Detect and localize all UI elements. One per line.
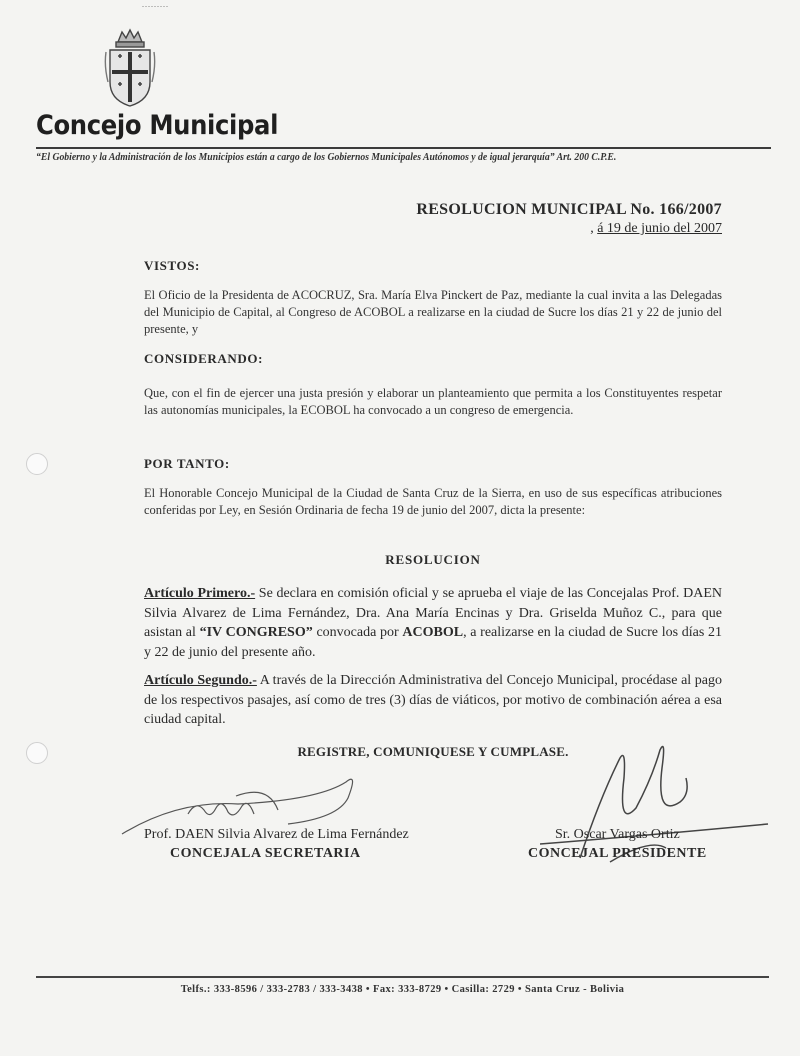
vistos-heading: VISTOS:	[144, 258, 200, 273]
resolucion-heading: RESOLUCION	[385, 552, 481, 567]
resolution-number: RESOLUCION MUNICIPAL No. 166/2007	[416, 201, 722, 218]
left-signatory-title: CONCEJALA SECRETARIA	[170, 846, 361, 861]
articulo-primero-text-1: Se declara en comisión oficial y se aprueba el viaje de las Concejalas Prof. DAEN Silvia Alvarez de Lima Fernández, Dra. Ana María Encinas y Dra. Griselda Muñoz C., para que asistan al	[144, 586, 723, 640]
congreso-name: “IV CONGRESO”	[199, 625, 313, 640]
closing-statement: REGISTRE, COMUNIQUESE Y CUMPLASE.	[297, 744, 569, 759]
footer-divider	[36, 976, 769, 978]
considerando-text: Que, con el fin de ejercer una justa presión y elaborar un planteamiento que permita a los Constituyentes respetar las autonomías municipales, la ECOBOL ha convocado a un congreso de emergencia.	[144, 386, 722, 417]
articulo-primero-text-2: convocada por	[312, 625, 403, 640]
organization-name: Concejo Municipal	[36, 110, 279, 141]
motto: “El Gobierno y la Administración de los Municipios están a cargo de los Gobiernos Municipales Autónomos y de igual jerarquía” Art. 200 C.P.E.	[36, 152, 617, 163]
articulo-segundo-label: Artículo Segundo.-	[144, 673, 257, 688]
portanto-text: El Honorable Concejo Municipal de la Ciudad de Santa Cruz de la Sierra, en uso de sus específicas atribuciones conferidas por Ley, en Sesión Ordinaria de fecha 19 de junio del 2007, dicta la presente:	[144, 486, 722, 517]
portanto-heading: POR TANTO:	[144, 456, 230, 471]
top-speck: .........	[142, 0, 169, 9]
footer-contact: Telfs.: 333-8596 / 333-2783 / 333-3438 • Fax: 333-8729 • Casilla: 2729 • Santa Cruz - Bolivia	[180, 984, 625, 995]
vistos-text: El Oficio de la Presidenta de ACOCRUZ, Sra. María Elva Pinckert de Paz, mediante la cual invita a las Delegadas del Municipio de Capital, al Congreso de ACOBOL a realizarse en la ciudad de Sucre los días 21 y 22 de junio del presente, y	[144, 288, 722, 336]
punch-hole-top	[26, 453, 48, 475]
date-text: á 19 de junio del 2007	[597, 221, 722, 236]
right-signatory-title: CONCEJAL PRESIDENTE	[528, 846, 707, 861]
right-signatory-name: Sr. Oscar Vargas Ortiz	[555, 827, 680, 842]
articulo-segundo-text: A través de la Dirección Administrativa del Concejo Municipal, procédase al pago de los respectivos pasajes, así como de tres (3) días de viáticos, por motivo de combinación aérea a esa ciudad capital.	[144, 673, 722, 727]
left-signatory-name: Prof. DAEN Silvia Alvarez de Lima Fernández	[144, 827, 409, 842]
date-prefix: ,	[590, 221, 594, 236]
punch-hole-bottom	[26, 742, 48, 764]
resolution-date	[590, 221, 722, 237]
coat-of-arms-logo	[104, 26, 156, 110]
articulo-primero-text-3: , a realizarse en la ciudad de Sucre los días 21 y 22 de junio del presente año.	[144, 625, 722, 660]
articulo-primero-label: Artículo Primero.-	[144, 586, 256, 601]
header-divider	[36, 147, 771, 149]
considerando-heading: CONSIDERANDO:	[144, 351, 264, 366]
articulo-segundo	[144, 671, 722, 730]
acobol-name: ACOBOL	[402, 625, 464, 640]
articulo-primero	[144, 584, 722, 662]
